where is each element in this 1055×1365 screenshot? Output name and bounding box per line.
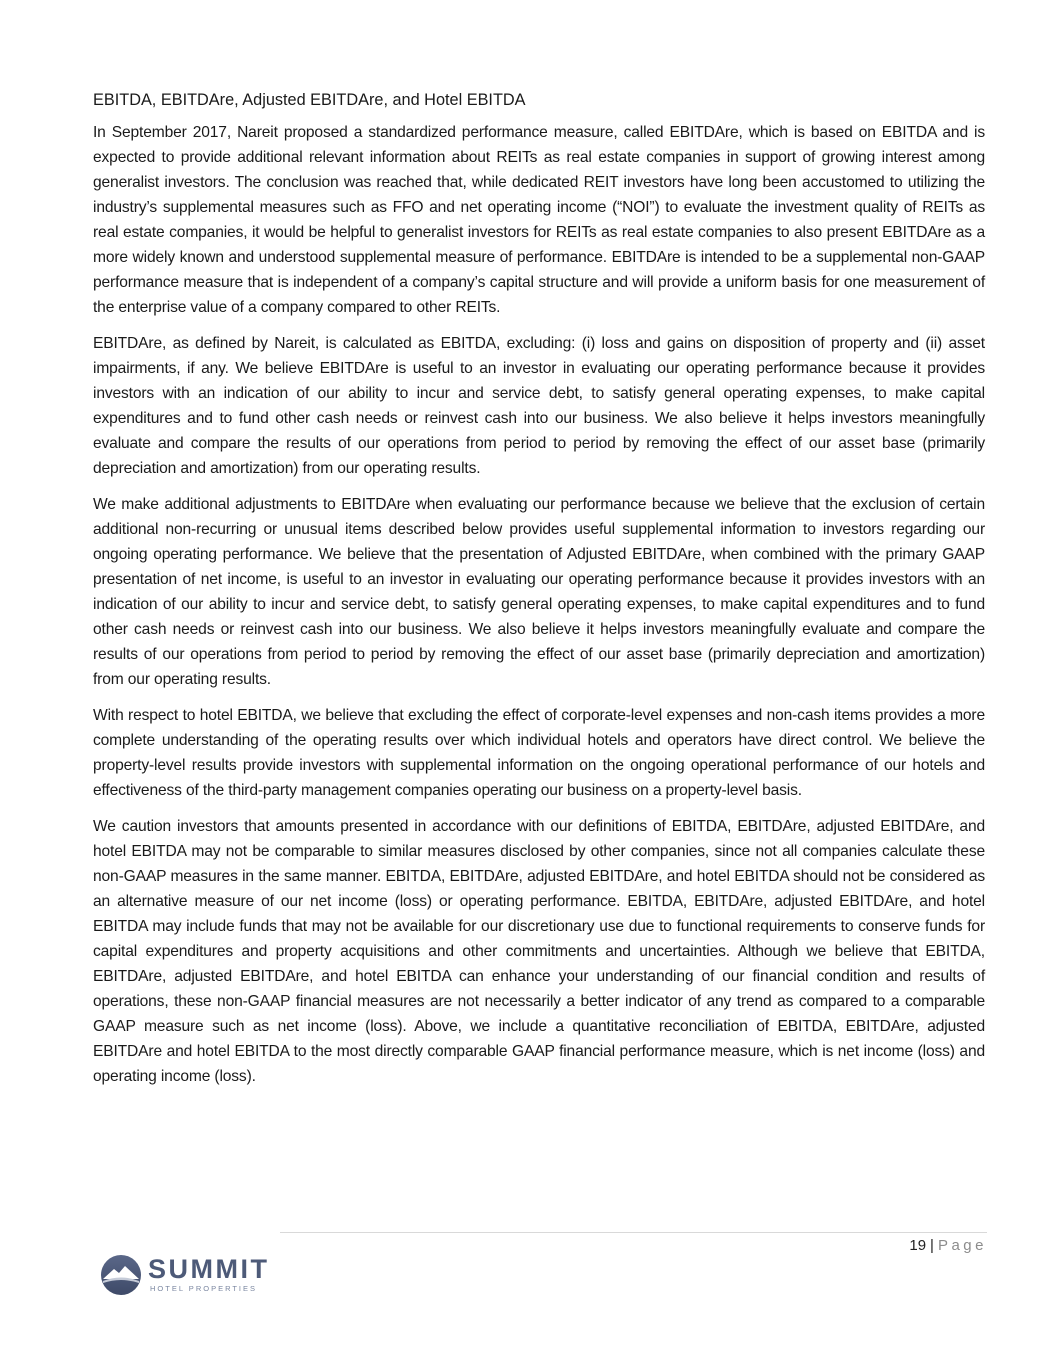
mountain-logo-icon <box>100 1254 142 1296</box>
page-number-separator: | <box>930 1237 934 1254</box>
document-body <box>93 88 985 1100</box>
paragraph-ebitdare-definition: EBITDAre, as defined by Nareit, is calculated as EBITDA, excluding: (i) loss and gains on disposition of property and (ii) asset impairments, if any. We believe EBITDAre is useful to an investor in evaluating our operating performance because it provides investors with an indication of our ability to incur and service debt, to satisfy general operating expenses, to make capital expenditures and to fund other cash needs or reinvest cash into our business. We also believe it helps investors meaningfully evaluate and compare the results of our operations from period to period by removing the effect of our asset base (primarily depreciation and amortization) from our operating results. <box>93 335 985 477</box>
logo-subtitle: HOTEL PROPERTIES <box>150 1284 258 1293</box>
paragraph-caution: We caution investors that amounts presented in accordance with our definitions of EBITDA, EBITDAre, adjusted EBITDAre, and hotel EBITDA may not be comparable to similar measures disclosed by other companies, since not all companies calculate these non-GAAP measures in the same manner. EBITDA, EBITDAre, adjusted EBITDAre, and hotel EBITDA should not be considered as an alternative measure of our net income (loss) or operating performance. EBITDA, EBITDAre, adjusted EBITDAre, and hotel EBITDA may include funds that may not be available for our discretionary use due to functional requirements to conserve funds for capital expenditures and property acquisitions and other commitments and uncertainties. Although we believe that EBITDA, EBITDAre, adjusted EBITDAre, and hotel EBITDA can enhance your understanding of our financial condition and results of operations, these non-GAAP financial measures are not necessarily a better indicator of any trend as compared to a comparable GAAP measure such as net income (loss). Above, we include a quantitative reconciliation of EBITDA, EBITDAre, adjusted EBITDAre and hotel EBITDA to the most directly comparable GAAP financial performance measure, which is net income (loss) and operating income (loss). <box>93 818 985 1085</box>
paragraph-nareit-ebitdare: In September 2017, Nareit proposed a standardized performance measure, called EBITDAre, which is based on EBITDA and is expected to provide additional relevant information about REITs as real estate companies in support of growing interest among generalist investors. The conclusion was reached that, while dedicated REIT investors have long been accustomed to utilizing the industry’s supplemental measures such as FFO and net operating income (“NOI”) to evaluate the investment quality of REITs as real estate companies, it would be helpful to generalist investors for REITs as real estate companies to also present EBITDAre as a more widely known and understood supplemental measure of performance. EBITDAre is intended to be a supplemental non-GAAP performance measure that is independent of a company’s capital structure and will provide a uniform basis for one measurement of the enterprise value of a company compared to other REITs. <box>93 124 985 316</box>
company-logo <box>100 1253 280 1297</box>
page-number-value: 19 <box>909 1237 927 1254</box>
paragraph-adjusted-ebitdare: We make additional adjustments to EBITDAre when evaluating our performance because we believe that the exclusion of certain additional non-recurring or unusual items described below provides useful supplemental information to investors regarding our ongoing operating performance. We believe that the presentation of Adjusted EBITDAre, when combined with the primary GAAP presentation of net income, is useful to an investor in evaluating our operating performance because it provides investors with an indication of our ability to incur and service debt, to satisfy general operating expenses, to make capital expenditures and to fund other cash needs or reinvest cash into our business. We also believe it helps investors meaningfully evaluate and compare the results of our operations from period to period by removing the effect of our asset base (primarily depreciation and amortization) from our operating results. <box>93 496 985 688</box>
footer-divider <box>280 1232 987 1233</box>
logo-name: SUMMIT <box>148 1254 270 1284</box>
page-number <box>909 1236 987 1256</box>
page-label: Page <box>937 1237 987 1254</box>
paragraph-hotel-ebitda: With respect to hotel EBITDA, we believe that excluding the effect of corporate-level expenses and non-cash items provides a more complete understanding of the operating results over which individual hotels and operators have direct control. We believe the property-level results provide investors with supplemental information on the ongoing operational performance of our hotels and effectiveness of the third-party management companies operating our business on a property-level basis. <box>93 707 985 799</box>
section-heading: EBITDA, EBITDAre, Adjusted EBITDAre, and Hotel EBITDA <box>93 91 526 109</box>
